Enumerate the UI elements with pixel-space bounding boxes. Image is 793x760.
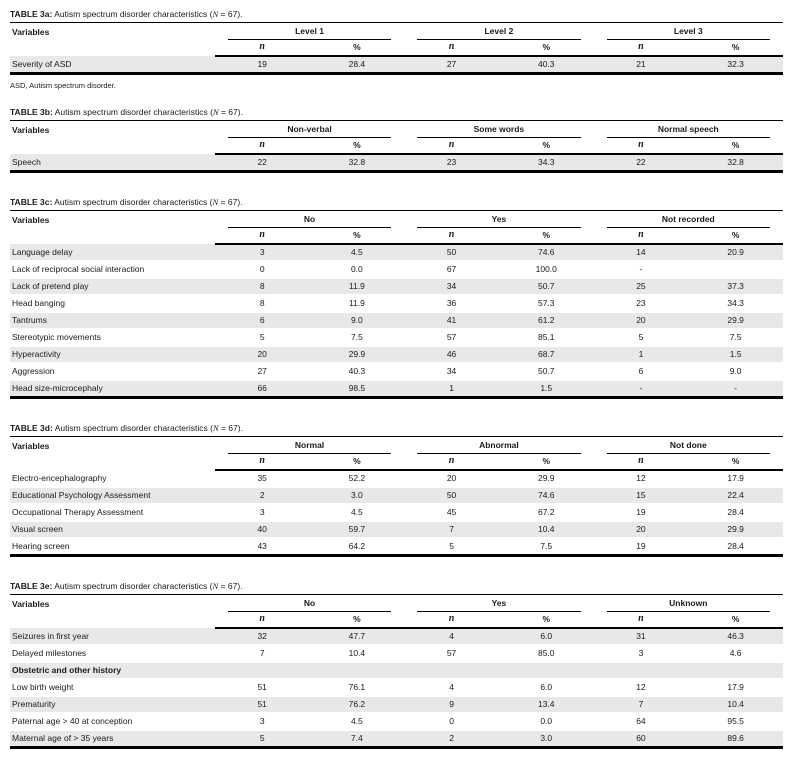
cell-value: 37.3	[688, 278, 783, 295]
table-title-prefix: TABLE 3a:	[10, 9, 53, 19]
table-3a-title	[10, 9, 783, 23]
table-row	[10, 261, 783, 278]
cell-value: 19	[594, 504, 689, 521]
cell-value: 14	[594, 244, 689, 261]
table-title-tail: = 67).	[218, 197, 243, 207]
cell-value: 29.9	[499, 470, 594, 487]
n-column-header: n	[404, 612, 499, 628]
row-label: Occupational Therapy Assessment	[10, 504, 215, 521]
pct-column-header: %	[310, 40, 405, 56]
cell-value: 7	[404, 521, 499, 538]
cell-value: 20	[594, 521, 689, 538]
cell-value: 89.6	[727, 733, 744, 743]
cell-value: 6.0	[499, 628, 594, 645]
cell-value: 43	[257, 541, 267, 551]
cell-value: 68.7	[499, 346, 594, 363]
column-group-header-row	[10, 211, 783, 228]
table-row	[10, 696, 783, 713]
table-title-text: Autism spectrum disorder characteristics (	[52, 423, 213, 433]
cell-value: 27	[446, 59, 457, 69]
cell-value: 29.9	[310, 346, 405, 363]
cell-value: 74.6	[499, 487, 594, 504]
table-3e-title	[10, 581, 783, 595]
table-row	[10, 154, 783, 172]
cell-value: 29.9	[688, 312, 783, 329]
cell-value: -	[594, 261, 689, 278]
group-header-label: Yes	[417, 598, 580, 612]
cell-value: 3	[594, 645, 689, 662]
pct-column-header: %	[688, 228, 783, 244]
cell-value: 15	[594, 487, 689, 504]
cell-value: 22.4	[688, 487, 783, 504]
table-title-tail: = 67).	[218, 107, 243, 117]
cell-value: 0	[404, 713, 499, 730]
cell-value: 19	[257, 59, 267, 69]
cell-value: 12	[594, 679, 689, 696]
row-label: Seizures in first year	[10, 628, 215, 645]
row-label: Electro-encephalography	[10, 470, 215, 487]
cell-value: 28.4	[727, 541, 744, 551]
cell-value: 22	[636, 157, 646, 167]
cell-value: 76.2	[310, 696, 405, 713]
table-title-prefix: TABLE 3c:	[10, 197, 53, 207]
group-header-label: Yes	[417, 214, 580, 228]
table-row	[10, 346, 783, 363]
cell-value: 1.5	[540, 383, 553, 393]
table-3b-title	[10, 107, 783, 121]
cell-value: 51	[215, 679, 310, 696]
group-header	[404, 211, 593, 228]
table-title-n-symbol: N	[212, 107, 219, 117]
row-label: Lack of reciprocal social interaction	[10, 261, 215, 278]
cell-value: 34	[404, 278, 499, 295]
cell-value: 3.0	[310, 487, 405, 504]
column-group-header-row	[10, 595, 783, 612]
cell-value: 9.0	[688, 363, 783, 380]
cell-value: 3	[215, 244, 310, 261]
cell-value: 64	[594, 713, 689, 730]
table-3d-block	[10, 423, 783, 557]
cell-value: 1	[594, 346, 689, 363]
group-header	[404, 121, 593, 138]
variables-column-header: Variables	[12, 599, 50, 609]
group-header-label: Abnormal	[417, 440, 580, 454]
pct-column-header: %	[688, 40, 783, 56]
table-row	[10, 713, 783, 730]
n-column-header: n	[404, 228, 499, 244]
cell-value: 57.3	[499, 295, 594, 312]
n-column-header: n	[215, 454, 310, 470]
table-row	[10, 628, 783, 645]
table-row	[10, 521, 783, 538]
n-column-header: n	[404, 454, 499, 470]
cell-value: 7.5	[688, 329, 783, 346]
row-label: Severity of ASD	[12, 58, 72, 69]
cell-value: 28.4	[688, 504, 783, 521]
cell-value: 5	[594, 329, 689, 346]
pct-column-header: %	[499, 40, 594, 56]
cell-value: 2	[215, 487, 310, 504]
cell-value: 8	[215, 295, 310, 312]
cell-value: 9	[404, 696, 499, 713]
cell-value: 60	[636, 733, 646, 743]
cell-value: 98.5	[348, 383, 366, 393]
table-title-n-symbol: N	[212, 581, 219, 591]
group-header	[594, 437, 783, 454]
cell-value: 64.2	[348, 541, 366, 551]
cell-value: 8	[215, 278, 310, 295]
cell-value: 0	[215, 261, 310, 278]
cell-value: 13.4	[499, 696, 594, 713]
pct-column-header: %	[499, 228, 594, 244]
cell-value: -	[734, 383, 738, 393]
cell-value: 67	[404, 261, 499, 278]
table-title-n-symbol: N	[212, 197, 219, 207]
table-3b	[10, 121, 783, 173]
cell-value: 3.0	[540, 733, 553, 743]
cell-value: 95.5	[688, 713, 783, 730]
pct-column-header: %	[310, 138, 405, 154]
pct-column-header: %	[499, 454, 594, 470]
table-row	[10, 538, 783, 556]
n-column-header: n	[215, 228, 310, 244]
n-column-header: n	[215, 40, 310, 56]
cell-value: 50.7	[499, 363, 594, 380]
cell-value: 4.5	[310, 504, 405, 521]
table-title-text: Autism spectrum disorder characteristics (	[52, 107, 213, 117]
row-label: Maternal age of > 35 years	[12, 733, 114, 743]
cell-value: 0.0	[499, 713, 594, 730]
group-header-label: Not done	[607, 440, 770, 454]
table-row	[10, 487, 783, 504]
table-3a-block	[10, 9, 783, 90]
cell-value: 32.3	[727, 59, 744, 69]
cell-value: 76.1	[310, 679, 405, 696]
group-header	[404, 23, 593, 40]
pct-column-header: %	[688, 138, 783, 154]
cell-value: 51	[215, 696, 310, 713]
table-row	[10, 244, 783, 261]
group-header-label: Not recorded	[607, 214, 770, 228]
table-row	[10, 295, 783, 312]
group-header	[594, 121, 783, 138]
cell-value: 27	[215, 363, 310, 380]
cell-value: 7.5	[540, 541, 553, 551]
table-3d-title	[10, 423, 783, 437]
row-label: Tantrums	[10, 312, 215, 329]
n-column-header: n	[215, 612, 310, 628]
table-row	[10, 645, 783, 662]
row-label: Hearing screen	[12, 541, 70, 551]
cell-value: 20	[594, 312, 689, 329]
cell-value: 20	[404, 470, 499, 487]
row-label: Aggression	[10, 363, 215, 380]
cell-value: 7.4	[350, 733, 363, 743]
group-header	[594, 211, 783, 228]
cell-value: 3	[215, 504, 310, 521]
cell-value: 57	[404, 329, 499, 346]
cell-value: 32.8	[348, 157, 366, 167]
variables-column-header: Variables	[12, 27, 50, 37]
group-header	[215, 121, 404, 138]
cell-value: 85.0	[499, 645, 594, 662]
cell-value	[688, 261, 783, 278]
cell-value: 57	[404, 645, 499, 662]
cell-value: 31	[594, 628, 689, 645]
pct-column-header: %	[499, 612, 594, 628]
table-3c-title	[10, 197, 783, 211]
cell-value: 66	[257, 383, 267, 393]
row-label: Obstetric and other history	[10, 662, 783, 679]
group-header	[215, 595, 404, 612]
cell-value: 17.9	[688, 470, 783, 487]
cell-value: 3	[215, 713, 310, 730]
group-header-label: No	[228, 214, 391, 228]
row-label: Prematurity	[10, 696, 215, 713]
group-header-label: Level 1	[228, 26, 391, 40]
group-header	[404, 595, 593, 612]
cell-value: 1	[449, 383, 454, 393]
cell-value: 40.3	[310, 363, 405, 380]
pct-column-header: %	[310, 454, 405, 470]
group-header	[215, 437, 404, 454]
row-label: Low birth weight	[10, 679, 215, 696]
cell-value: 1.5	[688, 346, 783, 363]
cell-value: 12	[594, 470, 689, 487]
cell-value: 0.0	[310, 261, 405, 278]
table-title-text: Autism spectrum disorder characteristics (	[52, 197, 213, 207]
row-label: Visual screen	[10, 521, 215, 538]
n-column-header: n	[594, 40, 689, 56]
cell-value: -	[639, 383, 643, 393]
cell-value: 67.2	[499, 504, 594, 521]
cell-value: 32	[215, 628, 310, 645]
variables-column-header: Variables	[12, 125, 50, 135]
cell-value: 46.3	[688, 628, 783, 645]
group-header-label: Unknown	[607, 598, 770, 612]
cell-value: 5	[449, 541, 454, 551]
cell-value: 50.7	[499, 278, 594, 295]
n-column-header: n	[594, 228, 689, 244]
pct-column-header: %	[499, 138, 594, 154]
table-title-n-symbol: N	[212, 9, 219, 19]
table-3b-block	[10, 107, 783, 173]
table-title-text: Autism spectrum disorder characteristics (	[52, 9, 213, 19]
table-3e-block	[10, 581, 783, 749]
table-title-tail: = 67).	[218, 9, 243, 19]
cell-value: 9.0	[310, 312, 405, 329]
row-label: Lack of pretend play	[10, 278, 215, 295]
table-row	[10, 312, 783, 329]
row-label: Delayed milestones	[10, 645, 215, 662]
row-label: Speech	[12, 156, 41, 167]
n-column-header: n	[215, 138, 310, 154]
variables-column-header: Variables	[12, 441, 50, 451]
table-title-prefix: TABLE 3b:	[10, 107, 53, 117]
table-row	[10, 329, 783, 346]
row-label: Hyperactivity	[10, 346, 215, 363]
table-title-prefix: TABLE 3d:	[10, 423, 53, 433]
cell-value: 41	[404, 312, 499, 329]
cell-value: 61.2	[499, 312, 594, 329]
cell-value: 4.5	[310, 244, 405, 261]
cell-value: 6	[594, 363, 689, 380]
pct-column-header: %	[310, 228, 405, 244]
cell-value: 4	[404, 679, 499, 696]
variables-column-header: Variables	[12, 215, 50, 225]
cell-value: 7.5	[310, 329, 405, 346]
n-column-header: n	[404, 138, 499, 154]
cell-value: 36	[404, 295, 499, 312]
group-header-label: No	[228, 598, 391, 612]
group-header-label: Non-verbal	[228, 124, 391, 138]
pct-column-header: %	[688, 454, 783, 470]
table-row	[10, 56, 783, 74]
group-header-label: Normal speech	[607, 124, 770, 138]
cell-value: 46	[404, 346, 499, 363]
row-label: Head banging	[10, 295, 215, 312]
cell-value: 29.9	[688, 521, 783, 538]
n-column-header: n	[594, 612, 689, 628]
column-group-header-row	[10, 121, 783, 138]
table-row	[10, 470, 783, 487]
cell-value: 4.6	[688, 645, 783, 662]
cell-value: 4.5	[310, 713, 405, 730]
row-label: Language delay	[10, 244, 215, 261]
table-title-text: Autism spectrum disorder characteristics (	[52, 581, 213, 591]
cell-value: 19	[636, 541, 646, 551]
table-row	[10, 363, 783, 380]
table-3c-block	[10, 197, 783, 399]
cell-value: 23	[594, 295, 689, 312]
group-header-label: Some words	[417, 124, 580, 138]
group-header	[594, 23, 783, 40]
cell-value: 45	[404, 504, 499, 521]
cell-value: 25	[594, 278, 689, 295]
cell-value: 32.8	[727, 157, 744, 167]
table-title-tail: = 67).	[218, 581, 243, 591]
n-column-header: n	[404, 40, 499, 56]
column-group-header-row	[10, 23, 783, 40]
cell-value: 50	[404, 487, 499, 504]
group-header	[594, 595, 783, 612]
table-3d	[10, 437, 783, 557]
pct-column-header: %	[310, 612, 405, 628]
cell-value: 74.6	[499, 244, 594, 261]
cell-value: 4	[404, 628, 499, 645]
table-footnote: ASD, Autism spectrum disorder.	[10, 81, 116, 90]
table-3c	[10, 211, 783, 399]
cell-value: 6	[215, 312, 310, 329]
n-column-header: n	[594, 138, 689, 154]
table-row	[10, 679, 783, 696]
cell-value: 34.3	[688, 295, 783, 312]
cell-value: 85.1	[499, 329, 594, 346]
cell-value: 21	[636, 59, 646, 69]
cell-value: 34.3	[537, 157, 555, 167]
table-title-n-symbol: N	[212, 423, 219, 433]
cell-value: 6.0	[499, 679, 594, 696]
row-label: Educational Psychology Assessment	[10, 487, 215, 504]
cell-value: 50	[404, 244, 499, 261]
group-header	[215, 211, 404, 228]
cell-value: 7	[215, 645, 310, 662]
cell-value: 100.0	[499, 261, 594, 278]
cell-value: 23	[446, 157, 457, 167]
cell-value: 20	[215, 346, 310, 363]
cell-value: 34	[404, 363, 499, 380]
cell-value: 10.4	[310, 645, 405, 662]
cell-value: 11.9	[310, 295, 405, 312]
table-row	[10, 278, 783, 295]
cell-value: 5	[259, 733, 265, 743]
group-header	[404, 437, 593, 454]
row-label: Stereotypic movements	[10, 329, 215, 346]
column-group-header-row	[10, 437, 783, 454]
table-3e	[10, 595, 783, 749]
cell-value: 59.7	[310, 521, 405, 538]
group-header-label: Level 3	[607, 26, 770, 40]
cell-value: 20.9	[688, 244, 783, 261]
cell-value: 28.4	[348, 59, 366, 69]
table-title-prefix: TABLE 3e:	[10, 581, 53, 591]
table-3a	[10, 23, 783, 75]
table-subheader-row	[10, 662, 783, 679]
cell-value: 22	[257, 157, 267, 167]
cell-value: 10.4	[499, 521, 594, 538]
cell-value: 2	[449, 733, 454, 743]
n-column-header: n	[594, 454, 689, 470]
table-row	[10, 380, 783, 398]
cell-value: 17.9	[688, 679, 783, 696]
table-row	[10, 504, 783, 521]
cell-value: 52.2	[310, 470, 405, 487]
cell-value: 47.7	[310, 628, 405, 645]
group-header	[215, 23, 404, 40]
cell-value: 10.4	[688, 696, 783, 713]
cell-value: 11.9	[310, 278, 405, 295]
cell-value: 40	[215, 521, 310, 538]
row-label: Head size-microcephaly	[12, 383, 103, 393]
cell-value: 5	[215, 329, 310, 346]
group-header-label: Normal	[228, 440, 391, 454]
pct-column-header: %	[688, 612, 783, 628]
cell-value: 7	[594, 696, 689, 713]
group-header-label: Level 2	[417, 26, 580, 40]
table-title-tail: = 67).	[218, 423, 243, 433]
table-row	[10, 730, 783, 748]
cell-value: 35	[215, 470, 310, 487]
row-label: Paternal age > 40 at conception	[10, 713, 215, 730]
cell-value: 40.3	[537, 59, 555, 69]
